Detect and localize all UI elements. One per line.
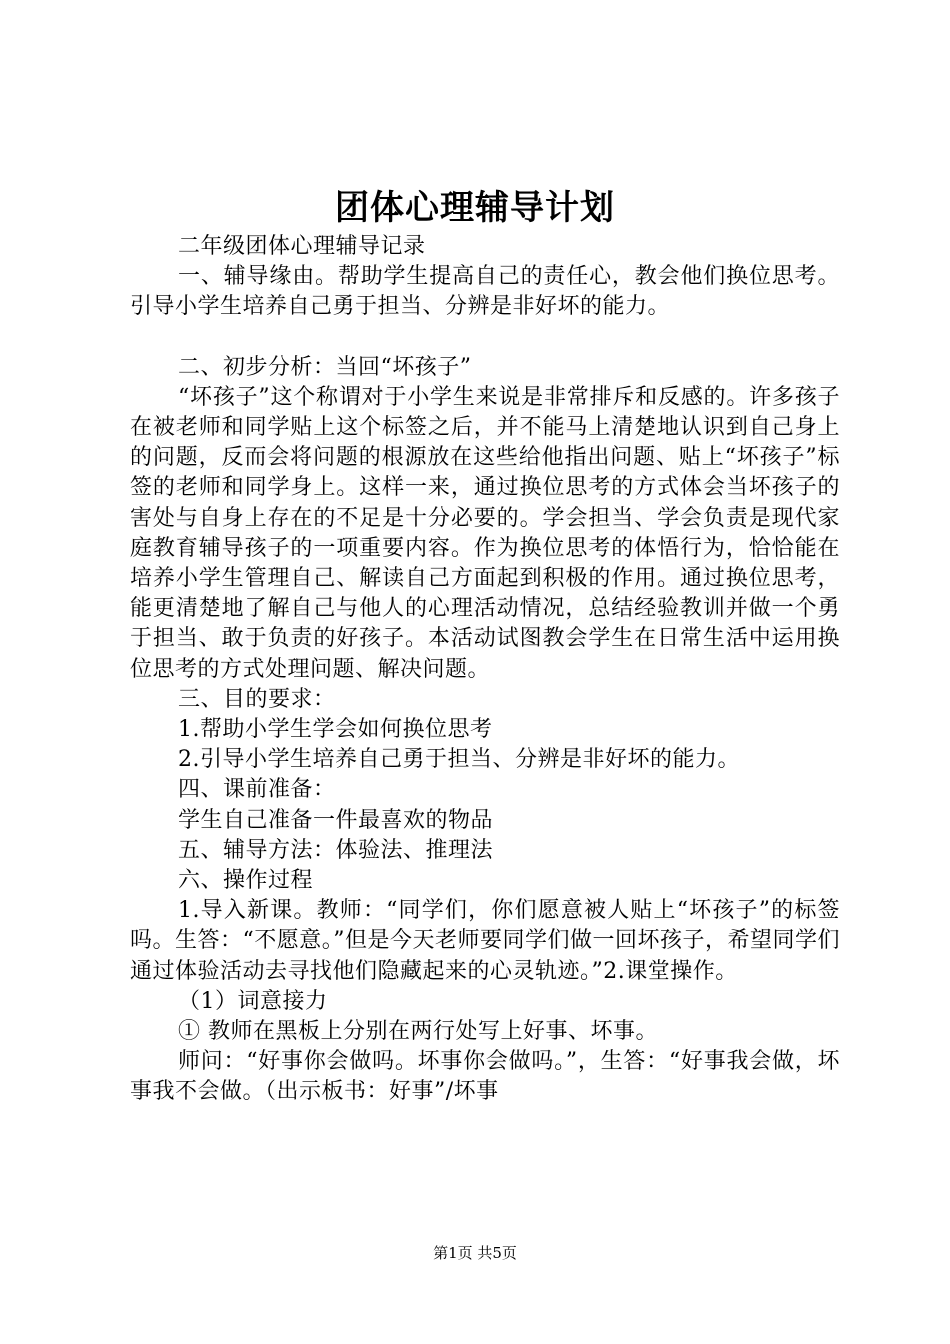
paragraph-intro-lesson: 1.导入新课。教师：“同学们，你们愿意被人贴上“坏孩子”的标签吗。生答：“不愿意。”但是今天老师要同学们做一回坏孩子，希望同学们通过体验活动去寻找他们隐藏起来的心灵轨迹。”2.课堂操作。 [130,898,840,984]
document-title: 团体心理辅导计划 [335,188,615,228]
paragraph-goal-1: 1.帮助小学生学会如何换位思考 [178,717,493,743]
paragraph-analysis: “坏孩子”这个称谓对于小学生来说是非常排斥和反感的。许多孩子在被老师和同学贴上这个标签之后，并不能马上清楚地认识到自己身上的问题，反而会将问题的根源放在这些给他指出问题、贴上“坏孩子”标签的老师和同学身上。这样一来，通过换位思考的方式体会当坏孩子的害处与自身上存在的不足是十分必要的。学会担当、学会负责是现代家庭教育辅导孩子的一项重要内容。作为换位思考的体悟行为，恰恰能在培养小学生管理自己、解读自己方面起到积极的作用。通过换位思考，能更清楚地了解自己与他人的心理活动情况，总结经验教训并做一个勇于担当、敢于负责的好孩子。本活动试图教会学生在日常生活中运用换位思考的方式处理问题、解决问题。 [130,384,840,682]
paragraph-word-relay: （1）词意接力 [178,988,328,1014]
paragraph-dialogue: 师问：“好事你会做吗。坏事你会做吗。”，生答：“好事我会做，坏事我不会做。（出示板书：好事”/坏事 [130,1049,840,1105]
document-body [130,232,840,1108]
paragraph-section-4-heading: 四、课前准备： [178,777,336,803]
paragraph-subtitle: 二年级团体心理辅导记录 [178,234,426,259]
paragraph-section-3-heading: 三、目的要求： [178,686,336,712]
paragraph-preparation: 学生自己准备一件最喜欢的物品 [178,807,494,833]
paragraph-goal-2: 2.引导小学生培养自己勇于担当、分辨是非好坏的能力。 [178,747,740,773]
paragraph-section-2-heading: 二、初步分析：当回“坏孩子” [178,354,472,380]
paragraph-blackboard: ① 教师在黑板上分别在两行处写上好事、坏事。 [178,1019,658,1045]
paragraph-section-6-heading: 六、操作过程 [178,868,314,894]
page-footer: 第1页 共5页 [433,1244,517,1262]
paragraph-section-5: 五、辅导方法：体验法、推理法 [178,837,494,863]
paragraph-section-1: 一、辅导缘由。帮助学生提高自己的责任心，教会他们换位思考。引导小学生培养自己勇于担当、分辨是非好坏的能力。 [130,264,840,320]
